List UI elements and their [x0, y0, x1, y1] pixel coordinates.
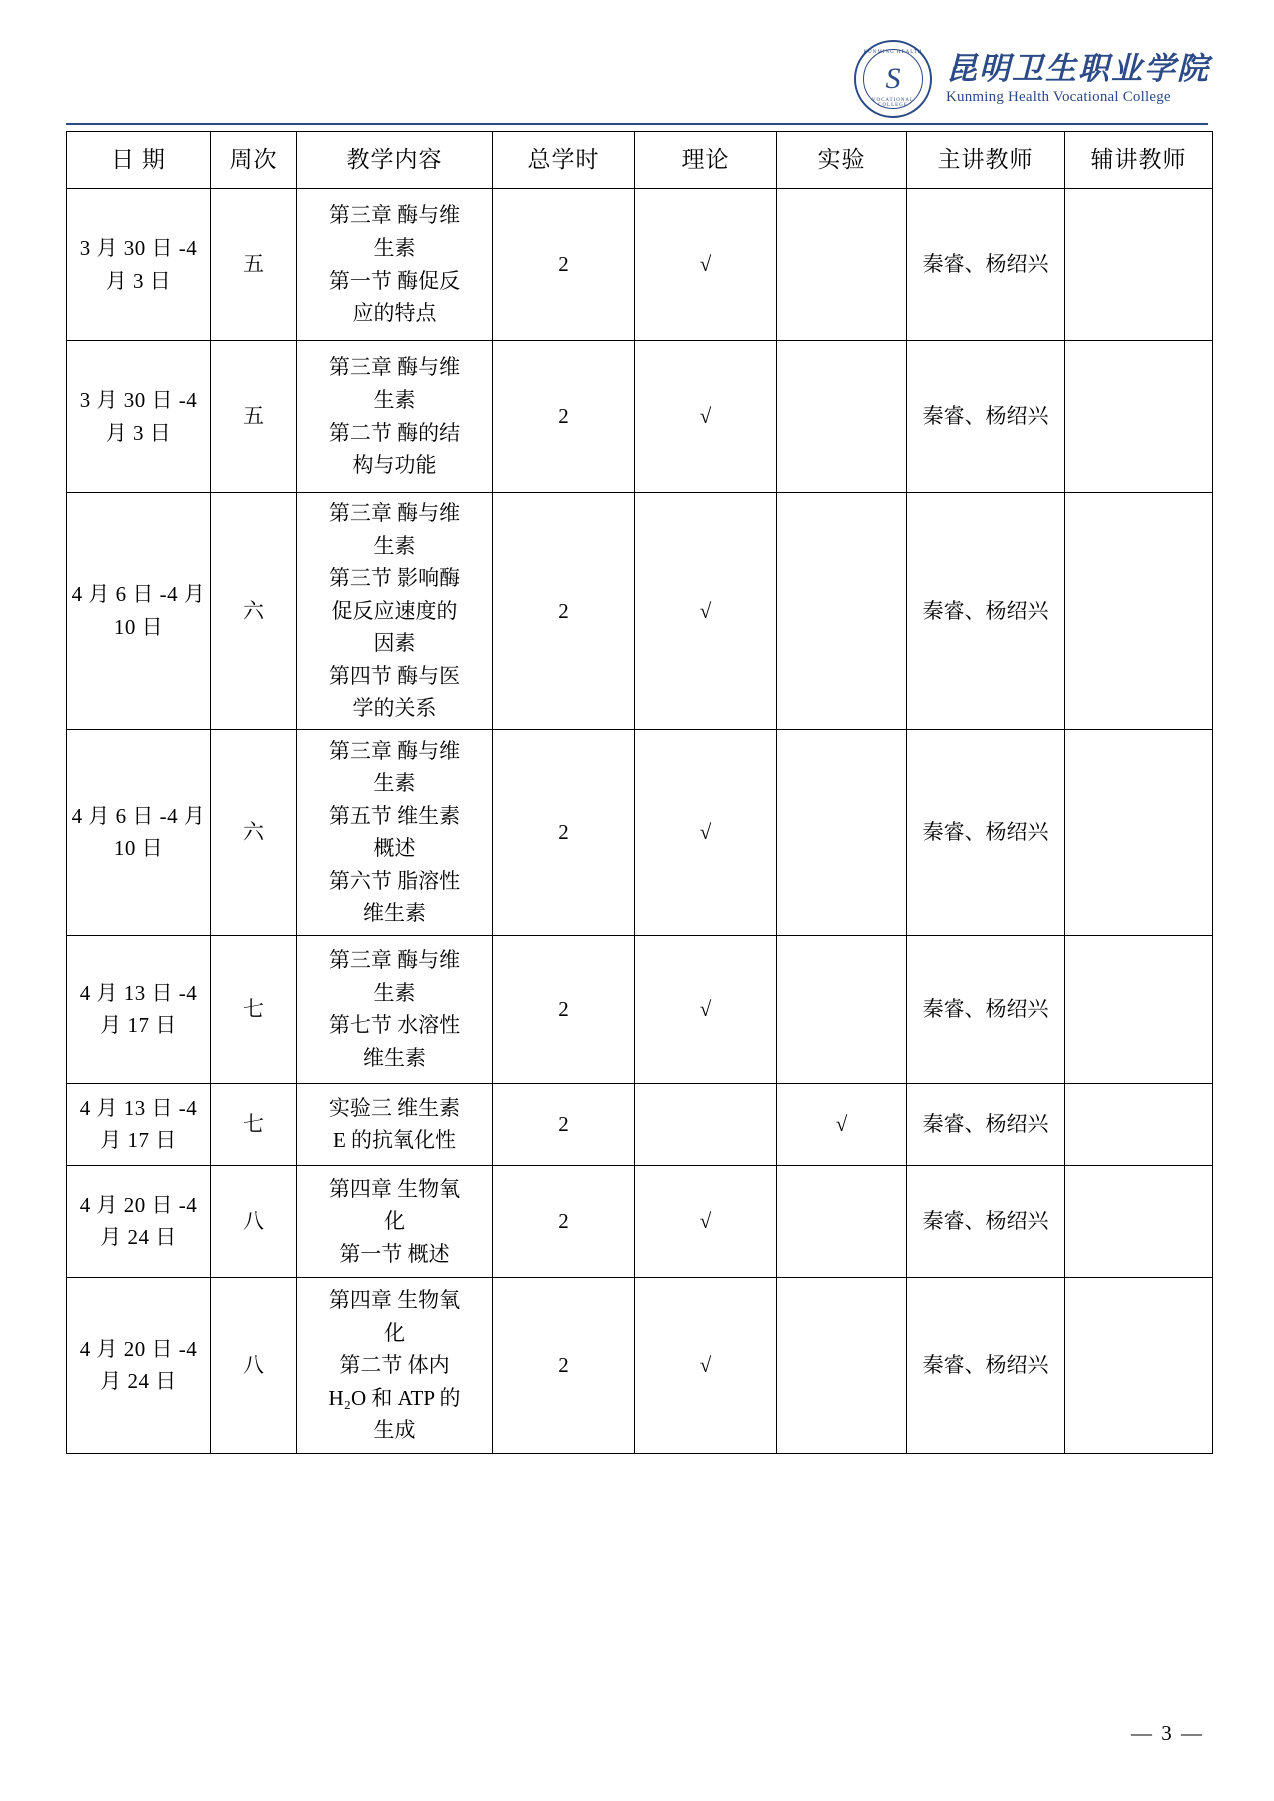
cell-assistant-teacher [1065, 493, 1213, 730]
column-header-main-teacher: 主讲教师 [907, 132, 1065, 189]
table-header-row [67, 132, 1213, 189]
cell-assistant-teacher [1065, 1165, 1213, 1277]
cell-date: 4 月 20 日 -4 月 24 日 [67, 1277, 211, 1453]
cell-main-teacher: 秦睿、杨绍兴 [907, 341, 1065, 493]
cell-week: 六 [211, 493, 297, 730]
cell-main-teacher: 秦睿、杨绍兴 [907, 493, 1065, 730]
cell-main-teacher: 秦睿、杨绍兴 [907, 1083, 1065, 1165]
column-header-theory: 理论 [635, 132, 777, 189]
cell-week: 八 [211, 1277, 297, 1453]
college-name-cn: 昆明卫生职业学院 [946, 51, 1210, 87]
cell-date: 4 月 6 日 -4 月 10 日 [67, 493, 211, 730]
cell-total-hours: 2 [493, 493, 635, 730]
cell-week: 七 [211, 935, 297, 1083]
cell-theory-mark: √ [635, 1165, 777, 1277]
column-header-assistant-teacher: 辅讲教师 [1065, 132, 1213, 189]
schedule-table-container [66, 131, 1212, 1454]
table-row [67, 935, 1213, 1083]
cell-content: 第四章 生物氧 化 第二节 体内 H₂O 和 ATP 的 生成 [297, 1277, 493, 1453]
cell-experiment-mark [777, 189, 907, 341]
cell-content: 第三章 酶与维 生素 第一节 酶促反 应的特点 [297, 189, 493, 341]
column-header-date: 日 期 [67, 132, 211, 189]
cell-theory-mark: √ [635, 189, 777, 341]
column-header-experiment: 实验 [777, 132, 907, 189]
schedule-table-body [67, 189, 1213, 1454]
cell-total-hours: 2 [493, 1083, 635, 1165]
cell-theory-mark: √ [635, 341, 777, 493]
cell-total-hours: 2 [493, 729, 635, 935]
cell-main-teacher: 秦睿、杨绍兴 [907, 729, 1065, 935]
cell-date: 4 月 13 日 -4 月 17 日 [67, 935, 211, 1083]
cell-main-teacher: 秦睿、杨绍兴 [907, 189, 1065, 341]
cell-content: 实验三 维生素 E 的抗氧化性 [297, 1083, 493, 1165]
table-row [67, 493, 1213, 730]
table-row [67, 1165, 1213, 1277]
cell-content: 第三章 酶与维 生素 第七节 水溶性 维生素 [297, 935, 493, 1083]
cell-total-hours: 2 [493, 935, 635, 1083]
header-divider [66, 123, 1208, 125]
cell-date: 3 月 30 日 -4 月 3 日 [67, 341, 211, 493]
cell-main-teacher: 秦睿、杨绍兴 [907, 1277, 1065, 1453]
cell-week: 五 [211, 341, 297, 493]
cell-content: 第四章 生物氧 化 第一节 概述 [297, 1165, 493, 1277]
table-row [67, 189, 1213, 341]
page-number: — 3 — [1131, 1721, 1204, 1745]
cell-assistant-teacher [1065, 1083, 1213, 1165]
cell-theory-mark: √ [635, 729, 777, 935]
cell-content: 第三章 酶与维 生素 第二节 酶的结 构与功能 [297, 341, 493, 493]
college-name-en: Kunming Health Vocational College [946, 89, 1171, 106]
cell-experiment-mark [777, 729, 907, 935]
seal-letter: S [885, 62, 901, 95]
cell-assistant-teacher [1065, 189, 1213, 341]
cell-main-teacher: 秦睿、杨绍兴 [907, 1165, 1065, 1277]
college-wordmark [946, 52, 1210, 106]
cell-theory-mark: √ [635, 1277, 777, 1453]
cell-assistant-teacher [1065, 1277, 1213, 1453]
cell-experiment-mark: √ [777, 1083, 907, 1165]
cell-content: 第三章 酶与维 生素 第三节 影响酶 促反应速度的 因素 第四节 酶与医 学的关系 [297, 493, 493, 730]
seal-ring-top-text: KUNMING HEALTH [863, 50, 923, 55]
cell-week: 六 [211, 729, 297, 935]
cell-date: 3 月 30 日 -4 月 3 日 [67, 189, 211, 341]
college-seal-icon [854, 40, 932, 118]
cell-week: 七 [211, 1083, 297, 1165]
cell-date: 4 月 13 日 -4 月 17 日 [67, 1083, 211, 1165]
table-row [67, 1277, 1213, 1453]
college-logo [854, 40, 1210, 118]
cell-theory-mark: √ [635, 935, 777, 1083]
cell-total-hours: 2 [493, 341, 635, 493]
cell-assistant-teacher [1065, 935, 1213, 1083]
cell-assistant-teacher [1065, 341, 1213, 493]
cell-experiment-mark [777, 935, 907, 1083]
table-row [67, 341, 1213, 493]
column-header-content: 教学内容 [297, 132, 493, 189]
cell-week: 五 [211, 189, 297, 341]
cell-total-hours: 2 [493, 1277, 635, 1453]
column-header-week: 周次 [211, 132, 297, 189]
schedule-table [66, 131, 1213, 1454]
table-row [67, 729, 1213, 935]
cell-total-hours: 2 [493, 1165, 635, 1277]
cell-date: 4 月 20 日 -4 月 24 日 [67, 1165, 211, 1277]
cell-week: 八 [211, 1165, 297, 1277]
cell-theory-mark [635, 1083, 777, 1165]
cell-theory-mark: √ [635, 493, 777, 730]
table-row [67, 1083, 1213, 1165]
cell-main-teacher: 秦睿、杨绍兴 [907, 935, 1065, 1083]
cell-assistant-teacher [1065, 729, 1213, 935]
cell-date: 4 月 6 日 -4 月 10 日 [67, 729, 211, 935]
cell-total-hours: 2 [493, 189, 635, 341]
cell-content: 第三章 酶与维 生素 第五节 维生素 概述 第六节 脂溶性 维生素 [297, 729, 493, 935]
cell-experiment-mark [777, 1165, 907, 1277]
seal-ring-bottom-text: VOCATIONAL COLLEGE [871, 98, 915, 108]
cell-experiment-mark [777, 1277, 907, 1453]
cell-experiment-mark [777, 341, 907, 493]
column-header-total-hours: 总学时 [493, 132, 635, 189]
cell-experiment-mark [777, 493, 907, 730]
